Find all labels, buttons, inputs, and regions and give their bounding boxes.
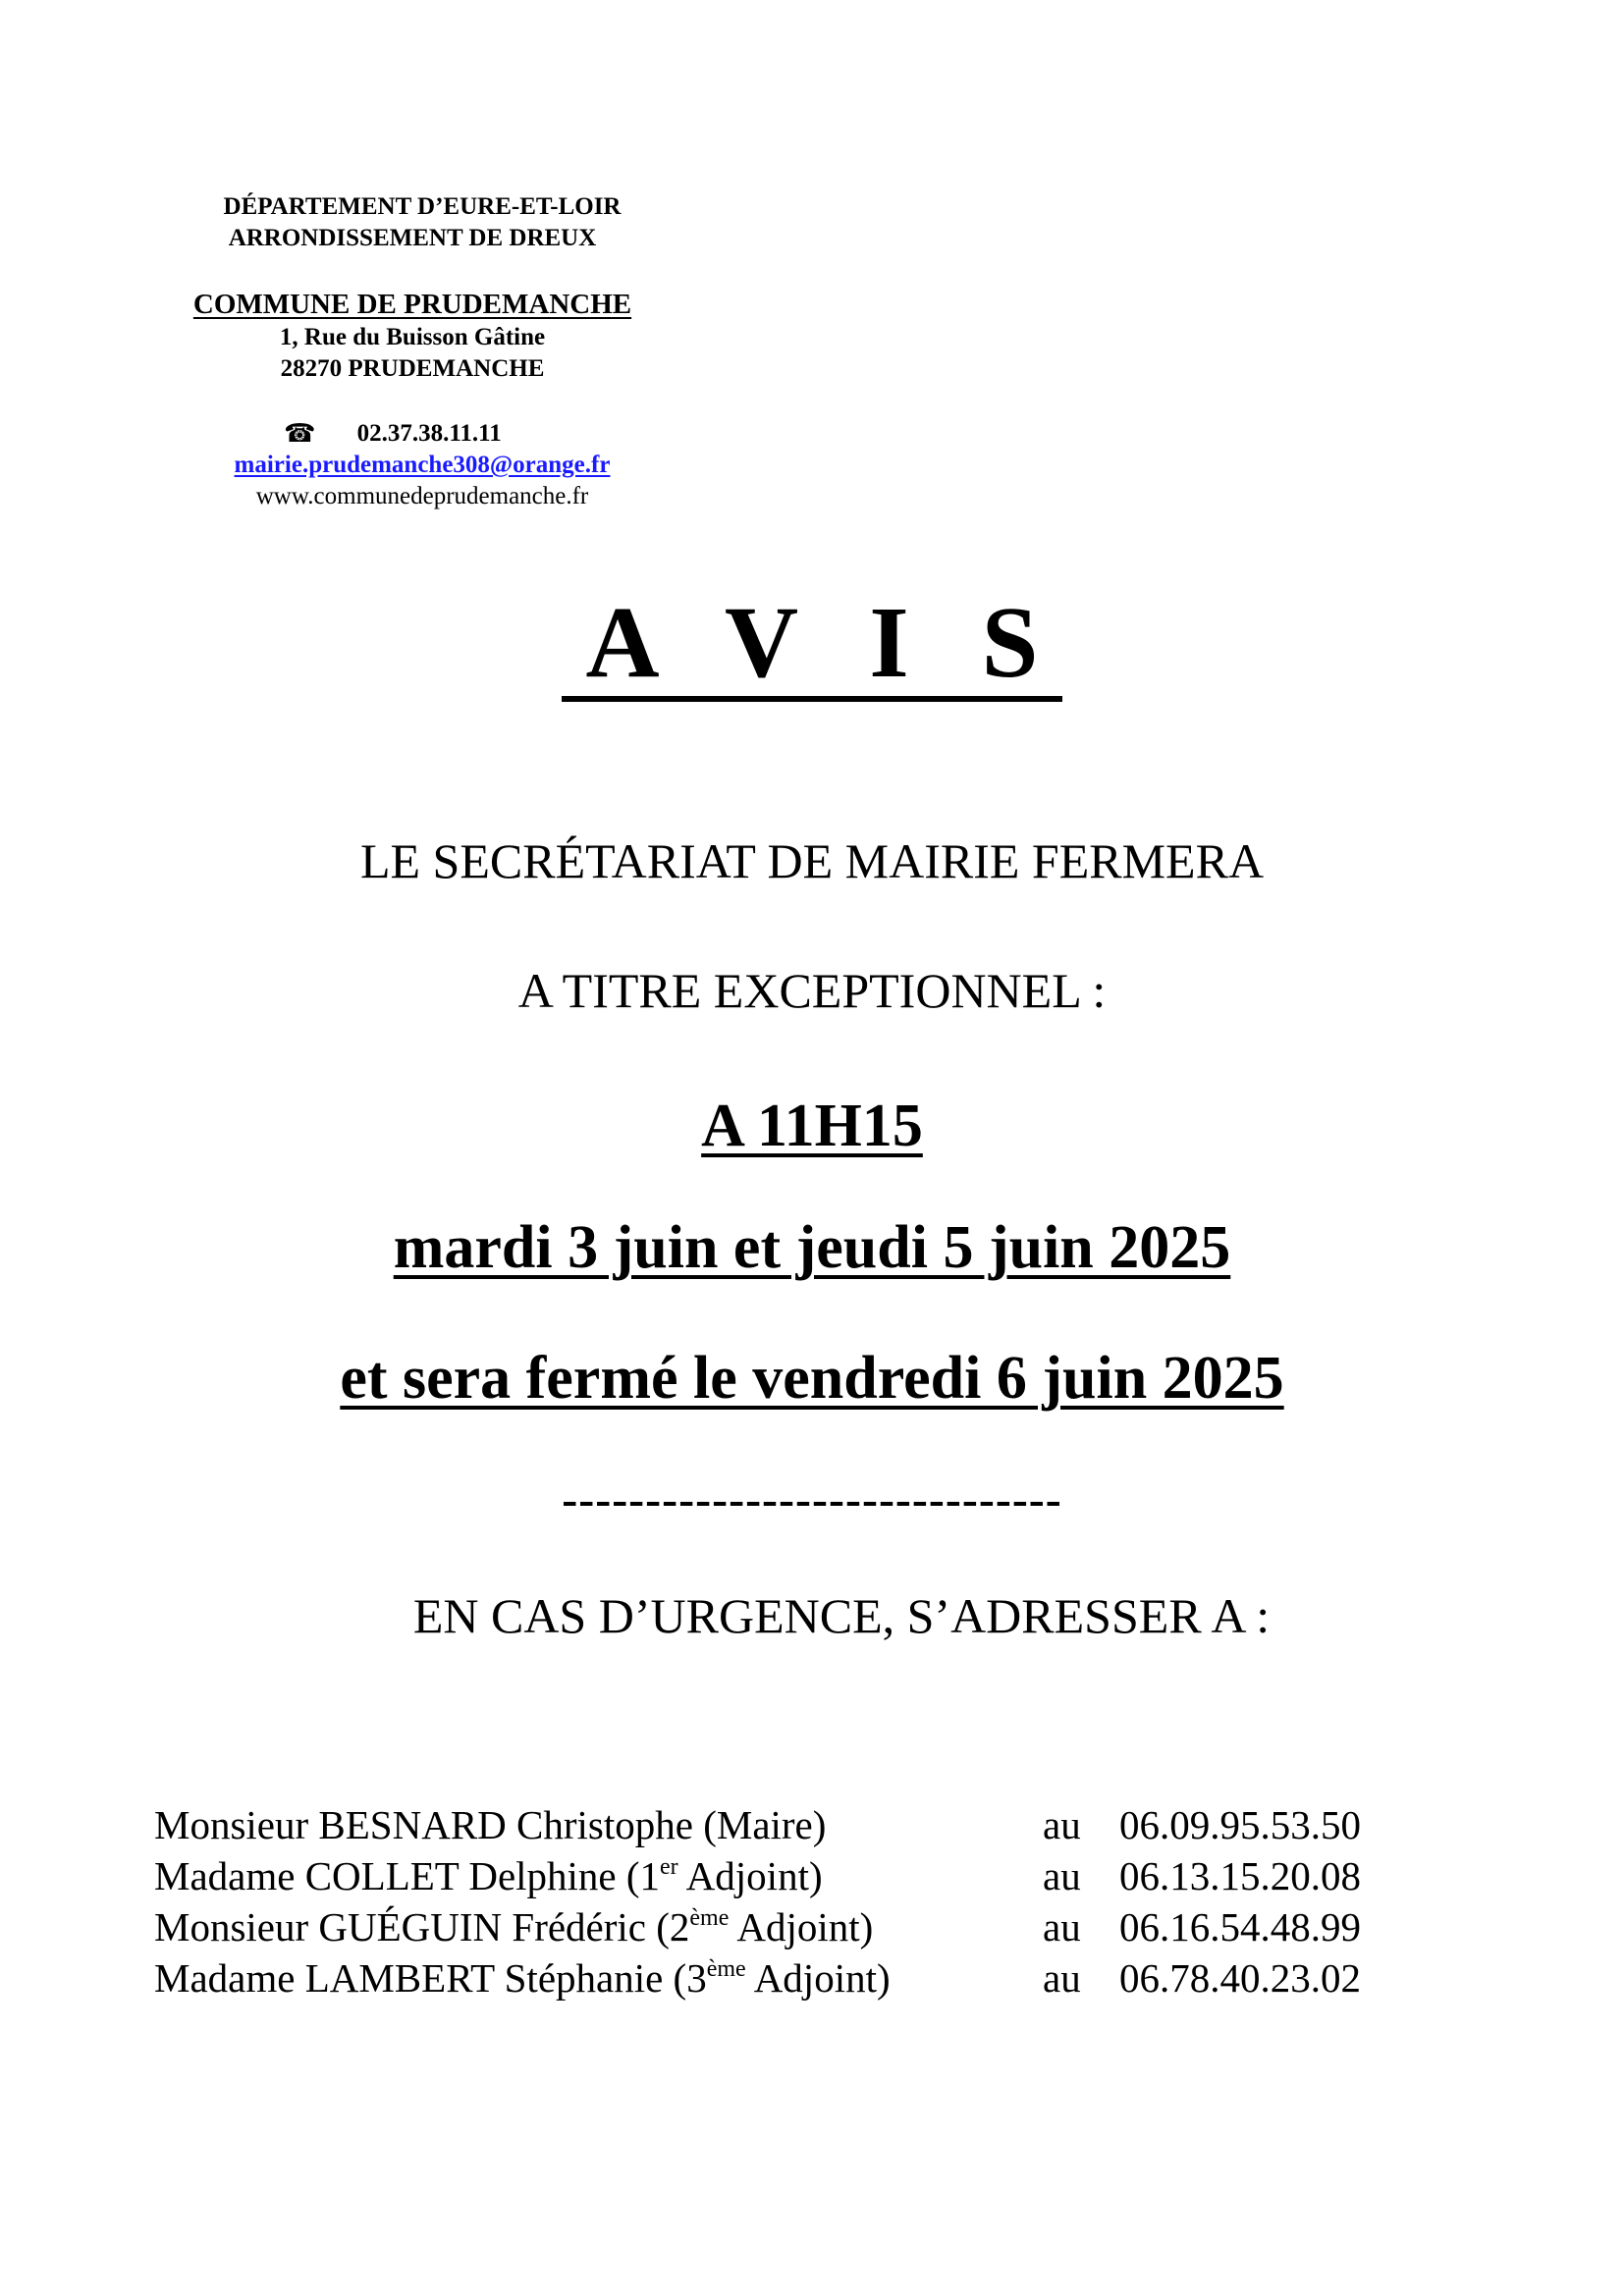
contact-au: au (1043, 1802, 1081, 1847)
separator-dashes: ------------------------------ (562, 1473, 1062, 1525)
contact-row (154, 1901, 1421, 1952)
phone-row (147, 418, 677, 450)
closing-dates: mardi 3 juin et jeudi 5 juin 2025 (393, 1214, 1231, 1281)
notice-title-text: A V I S (562, 590, 1061, 702)
city-address: 28270 PRUDEMANCHE (280, 355, 545, 382)
notice-line-time (0, 1092, 1624, 1161)
notice-title (0, 579, 1624, 707)
commune-name: COMMUNE DE PRUDEMANCHE (192, 289, 632, 320)
contact-phone: 06.78.40.23.02 (1119, 1955, 1361, 2001)
notice-line-exceptional: A TITRE EXCEPTIONNEL : (517, 963, 1107, 1018)
contact-name: Monsieur GUÉGUIN Frédéric (2ème Adjoint) (154, 1904, 874, 1949)
contact-au: au (1043, 1904, 1081, 1949)
letterhead (147, 191, 677, 512)
website-text: www.communedeprudemanche.fr (255, 483, 589, 509)
notice-line-closed-day (0, 1344, 1624, 1414)
phone-number: 02.37.38.11.11 (356, 420, 502, 447)
contact-au: au (1043, 1853, 1081, 1898)
contact-phone: 06.16.54.48.99 (1119, 1904, 1361, 1949)
notice-line-dates (0, 1213, 1624, 1283)
department-line: DÉPARTEMENT D’EURE-ET-LOIR (223, 193, 622, 220)
closed-day: et sera fermé le vendredi 6 juin 2025 (340, 1345, 1284, 1412)
contact-row (154, 1799, 1421, 1850)
contacts-list (154, 1799, 1421, 2003)
emergency-heading: EN CAS D’URGENCE, S’ADRESSER A : (412, 1588, 1271, 1643)
contact-phone: 06.09.95.53.50 (1119, 1802, 1361, 1847)
contact-row (154, 1952, 1421, 2003)
contact-phone: 06.13.15.20.08 (1119, 1853, 1361, 1898)
contact-name: Madame COLLET Delphine (1er Adjoint) (154, 1853, 823, 1898)
arrondissement-line: ARRONDISSEMENT DE DREUX (228, 225, 597, 251)
contact-name: Monsieur BESNARD Christophe (Maire) (154, 1802, 827, 1847)
contact-name: Madame LAMBERT Stéphanie (3ème Adjoint) (154, 1955, 891, 2001)
email-link[interactable]: mairie.prudemanche308@orange.fr (234, 452, 611, 478)
contact-row (154, 1850, 1421, 1901)
street-address: 1, Rue du Buisson Gâtine (279, 324, 546, 350)
closing-time: A 11H15 (701, 1093, 923, 1159)
contact-au: au (1043, 1955, 1081, 2001)
telephone-icon: ☎ (284, 419, 316, 448)
notice-line-closing: LE SECRÉTARIAT DE MAIRIE FERMERA (359, 833, 1265, 888)
